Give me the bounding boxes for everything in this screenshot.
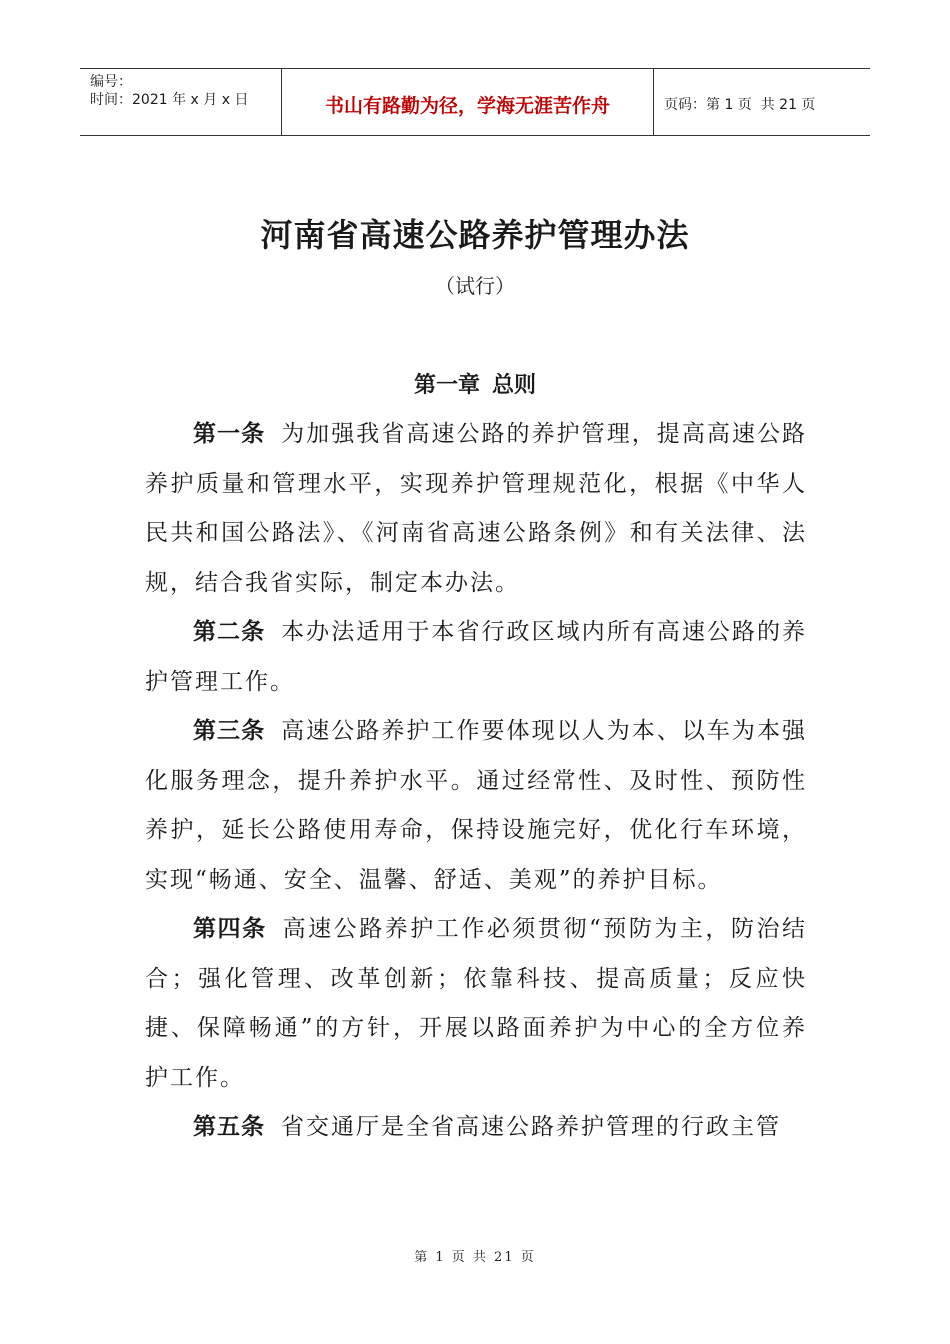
document-header — [80, 68, 870, 136]
header-page-info-cell — [654, 69, 870, 135]
article-paragraph — [145, 707, 807, 905]
article-number: 第二条 — [193, 619, 266, 645]
article-text: 为加强我省高速公路的养护管理，提高高速公路养护质量和管理水平，实现养护管理规范化，根据《中华人民共和国公路法》、《河南省高速公路条例》和有关法律、法规，结合我省实际，制定本办法。 — [145, 421, 808, 596]
article-paragraph — [145, 608, 807, 707]
header-meta — [80, 69, 282, 135]
article-text: 高速公路养护工作要体现以人为本、以车为本强化服务理念，提升养护水平。通过经常性、及时性、预防性养护，延长公路使用寿命，保持设施完好，优化行车环境，实现“畅通、安全、温馨、舒适、美观”的养护目标。 — [145, 718, 808, 893]
document-body — [145, 410, 807, 1153]
chapter-heading — [0, 368, 950, 399]
article-text: 高速公路养护工作必须贯彻“预防为主，防治结合；强化管理、改革创新；依靠科技、提高质量；反应快捷、保障畅通”的方针，开展以路面养护为中心的全方位养护工作。 — [145, 916, 808, 1091]
page-footer: 第 1 页 共 21 页 — [414, 1250, 536, 1265]
header-number-label: 编号： — [90, 74, 132, 90]
document-title: 河南省高速公路养护管理办法 — [260, 216, 690, 254]
chapter-number: 第一章 — [413, 373, 480, 398]
article-text: 本办法适用于本省行政区域内所有高速公路的养护管理工作。 — [145, 619, 808, 695]
header-page-info: 页码：第 1 页 共 21 页 — [664, 97, 816, 113]
article-text: 省交通厅是全省高速公路养护管理的行政主管 — [281, 1114, 781, 1140]
article-paragraph — [145, 410, 807, 608]
chapter-name: 总则 — [492, 373, 537, 398]
article-number: 第四条 — [193, 916, 267, 942]
article-paragraph — [145, 905, 807, 1103]
document-subtitle: （试行） — [435, 274, 515, 298]
header-motto: 书山有路勤为径，学海无涯苦作舟 — [282, 69, 654, 135]
article-number: 第一条 — [193, 421, 266, 447]
header-date-label: 时间：2021 年 x 月 x 日 — [90, 92, 249, 108]
article-number: 第五条 — [193, 1114, 265, 1140]
article-paragraph — [145, 1103, 807, 1153]
article-number: 第三条 — [193, 718, 266, 744]
